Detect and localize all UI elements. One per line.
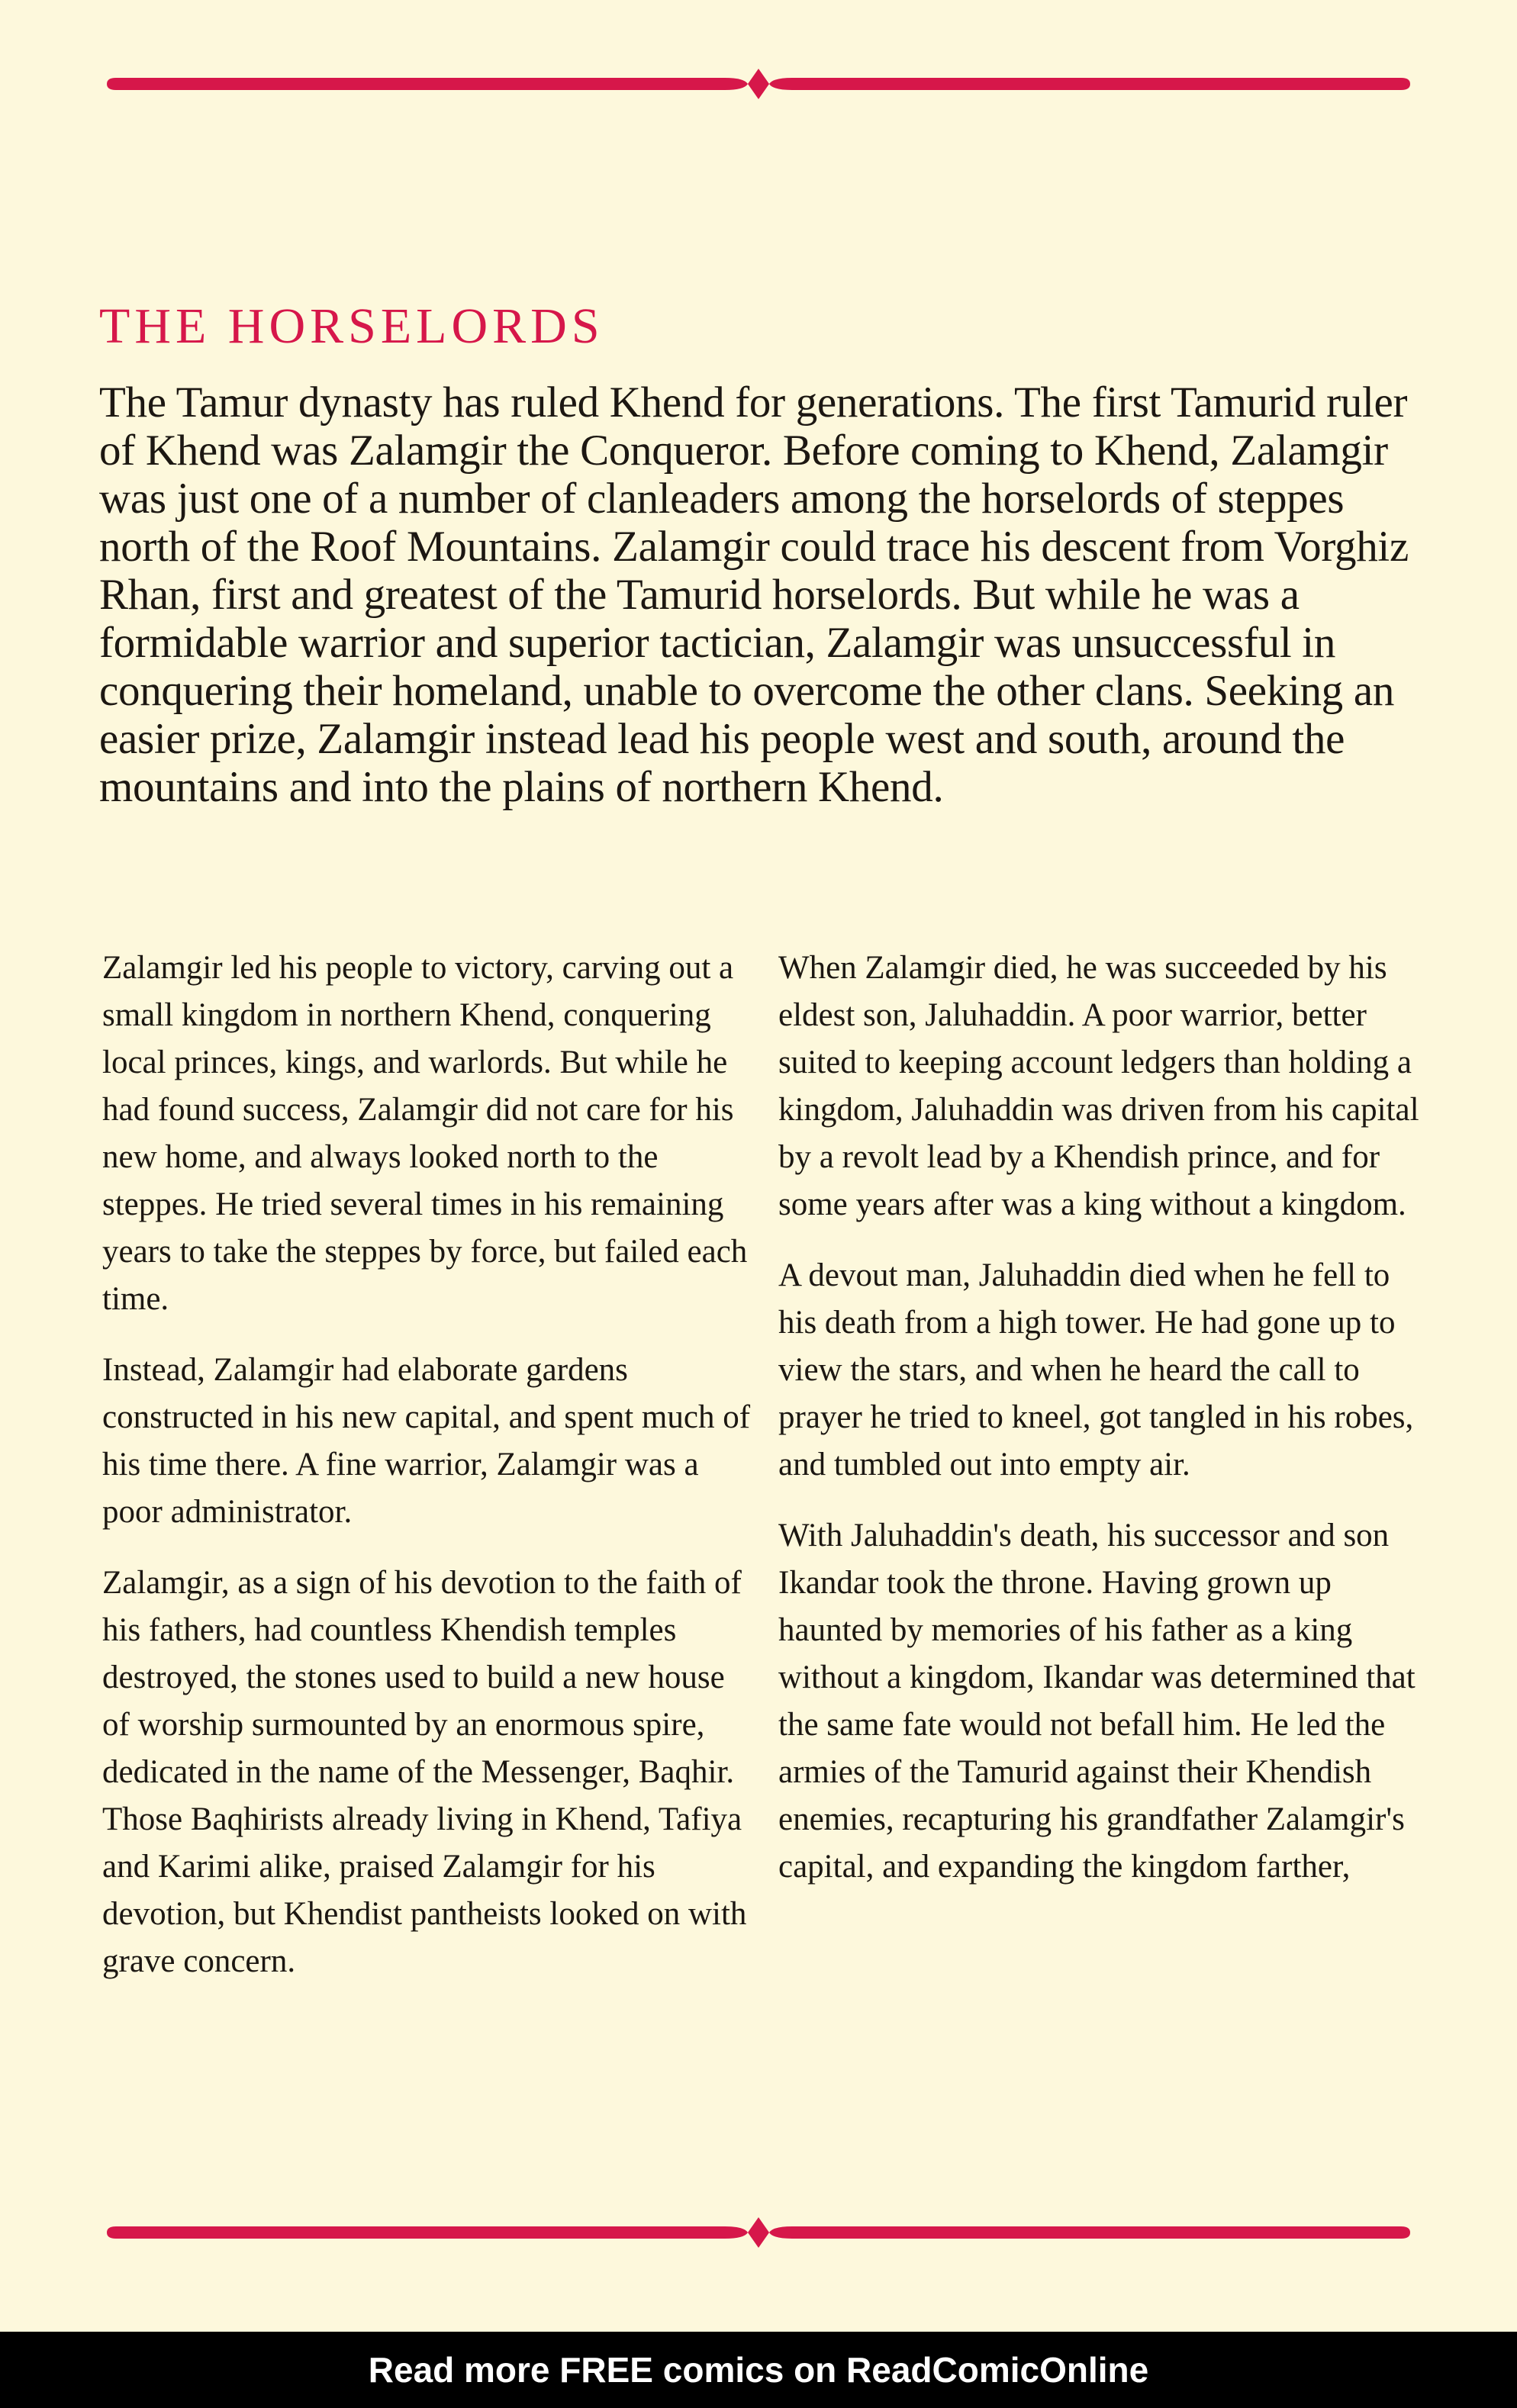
bottom-ornament-divider [99,2217,1418,2248]
body-paragraph: When Zalamgir died, he was succeeded by his eldest son, Jaluhaddin. A poor warrior, better suited to keeping account ledgers than holding a kingdom, Jaluhaddin was driven from his capital by a revolt lead by a Khendish prince, and for some years after was a king without a kingdom. [778,950,1419,1222]
body-paragraph: Instead, Zalamgir had elaborate gardens constructed in his new capital, and spent much of his time there. A fine warrior, Zalamgir was a poor administrator. [102,1352,751,1530]
body-paragraph: With Jaluhaddin's death, his successor and son Ikandar took the throne. Having grown up haunted by memories of his father as a king without a kingdom, Ikandar was determined that the same fate would not befall him. He led the armies of the Tamurid against their Khendish enemies, recapturing his grandfather Zalamgir's capital, and expanding the kingdom farther, [778,1518,1416,1885]
section-heading: THE HORSELORDS [99,298,604,354]
body-paragraph: A devout man, Jaluhaddin died when he fell to his death from a high tower. He had gone up to view the stars, and when he heard the call to prayer he tried to kneel, got tangled in his robes, and tumbled out into empty air. [778,1257,1414,1482]
footer-banner[interactable] [0,2332,1517,2408]
intro-paragraph: The Tamur dynasty has ruled Khend for generations. The first Tamurid ruler of Khend was Zalamgir the Conqueror. Before coming to Khend, Zalamgir was just one of a number of clanleaders among the horselords of steppes north of the Roof Mountains. Zalamgir could trace his descent from Vorghiz Rhan, first and greatest of the Tamurid horselords. But while he was a formidable warrior and superior tactician, Zalamgir was unsuccessful in conquering their homeland, unable to overcome the other clans. Seeking an easier prize, Zalamgir instead lead his people west and south, around the mountains and into the plains of northern Khend. [99,378,1409,811]
right-column [778,945,1427,1914]
left-column [102,945,751,2009]
body-paragraph: Zalamgir led his people to victory, carving out a small kingdom in northern Khend, conquering local princes, kings, and warlords. But while he had found success, Zalamgir did not care for his new home, and always looked north to the steppes. He tried several times in his remaining years to take the steppes by force, but failed each time. [102,950,748,1317]
body-paragraph: Zalamgir, as a sign of his devotion to the faith of his fathers, had countless Khendish temples destroyed, the stones used to build a new house of worship surmounted by an enormous spire, dedicated in the name of the Messenger, Baqhir. Those Baqhirists already living in Khend, Tafiya and Karimi alike, praised Zalamgir for his devotion, but Khendist pantheists looked on with grave concern. [102,1565,747,1979]
top-ornament-divider [99,69,1418,99]
footer-link[interactable]: Read more FREE comics on ReadComicOnline [368,2350,1149,2390]
